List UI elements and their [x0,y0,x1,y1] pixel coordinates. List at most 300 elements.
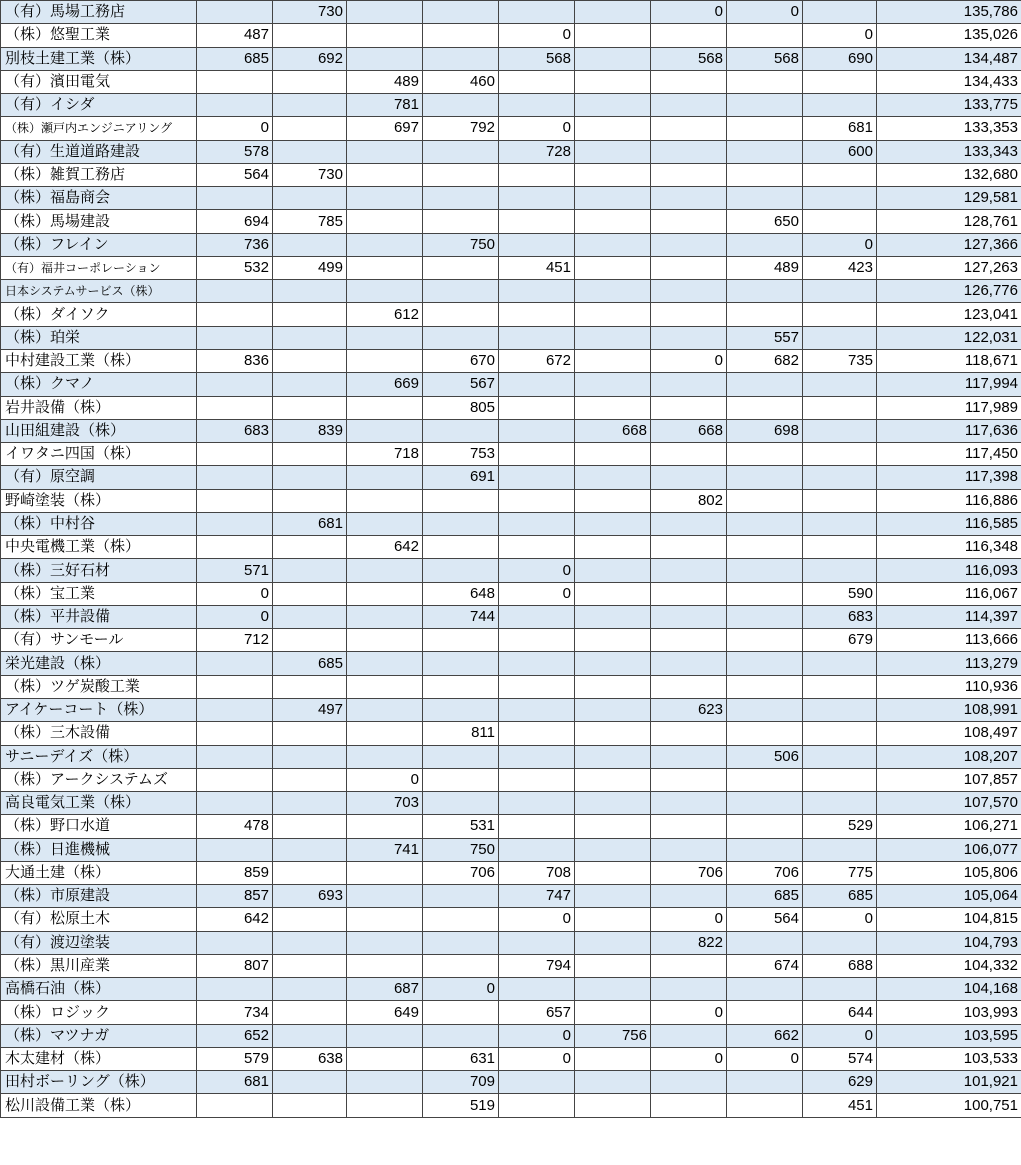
table-row [1,954,1021,977]
score-cell: 631 [423,1047,499,1070]
total-amount-cell: 117,450 [877,443,1021,466]
company-name-cell: （株）クマノ [1,373,197,396]
score-cell [651,1071,727,1094]
score-cell [575,629,651,652]
total-amount-cell: 104,793 [877,931,1021,954]
score-cell [347,140,423,163]
company-name-cell: （株）馬場建設 [1,210,197,233]
total-amount-cell: 117,636 [877,419,1021,442]
score-cell [499,466,575,489]
score-cell: 708 [499,861,575,884]
score-cell [727,233,803,256]
score-cell [575,187,651,210]
company-name-cell: （株）宝工業 [1,582,197,605]
score-cell [347,489,423,512]
score-cell [651,582,727,605]
score-cell: 669 [347,373,423,396]
score-cell [197,792,273,815]
score-cell [197,978,273,1001]
score-cell [347,1094,423,1117]
score-cell: 683 [197,419,273,442]
score-cell [197,512,273,535]
score-cell [651,1024,727,1047]
score-cell [575,815,651,838]
score-cell [651,326,727,349]
table-row [1,466,1021,489]
score-cell [499,187,575,210]
score-cell [803,210,877,233]
score-cell [575,675,651,698]
company-name-cell: 中央電機工業（株） [1,536,197,559]
score-cell: 489 [727,256,803,279]
score-cell: 531 [423,815,499,838]
company-name-cell: （株）アークシステムズ [1,768,197,791]
score-cell: 802 [651,489,727,512]
score-cell: 0 [651,1001,727,1024]
score-cell [575,94,651,117]
table-row [1,768,1021,791]
total-amount-cell: 116,886 [877,489,1021,512]
score-cell: 460 [423,70,499,93]
score-cell: 574 [803,1047,877,1070]
score-cell: 529 [803,815,877,838]
score-cell [347,815,423,838]
table-row [1,70,1021,93]
total-amount-cell: 110,936 [877,675,1021,698]
score-cell [197,94,273,117]
total-amount-cell: 127,263 [877,256,1021,279]
score-cell: 674 [727,954,803,977]
score-cell [803,652,877,675]
score-cell: 706 [423,861,499,884]
table-row [1,94,1021,117]
score-cell [423,47,499,70]
score-cell [423,675,499,698]
score-cell: 681 [803,117,877,140]
score-cell: 0 [499,1047,575,1070]
score-cell: 679 [803,629,877,652]
score-cell [197,443,273,466]
score-cell: 0 [499,117,575,140]
score-cell [575,24,651,47]
score-cell: 839 [273,419,347,442]
score-cell: 451 [499,256,575,279]
score-cell [727,280,803,303]
company-name-cell: （株）黒川産業 [1,954,197,977]
score-cell [727,629,803,652]
total-amount-cell: 105,806 [877,861,1021,884]
total-amount-cell: 133,343 [877,140,1021,163]
table-row [1,163,1021,186]
score-cell [803,536,877,559]
score-cell [347,582,423,605]
score-cell: 694 [197,210,273,233]
score-cell [197,187,273,210]
score-cell [273,629,347,652]
score-cell: 785 [273,210,347,233]
score-cell [803,303,877,326]
score-cell [727,768,803,791]
score-cell [575,605,651,628]
score-cell [803,373,877,396]
score-cell: 564 [197,163,273,186]
score-cell: 0 [197,582,273,605]
table-row [1,815,1021,838]
score-cell: 564 [727,908,803,931]
score-cell: 567 [423,373,499,396]
company-name-cell: アイケーコート（株） [1,698,197,721]
company-name-cell: イワタニ四国（株） [1,443,197,466]
company-name-cell: 高橋石油（株） [1,978,197,1001]
score-cell: 706 [727,861,803,884]
score-cell: 0 [499,24,575,47]
score-cell [499,815,575,838]
total-amount-cell: 122,031 [877,326,1021,349]
score-cell [273,303,347,326]
total-amount-cell: 116,348 [877,536,1021,559]
score-cell [803,559,877,582]
score-cell [273,536,347,559]
score-cell [273,559,347,582]
score-cell [273,675,347,698]
company-name-cell: （株）フレイン [1,233,197,256]
total-amount-cell: 113,279 [877,652,1021,675]
total-amount-cell: 104,815 [877,908,1021,931]
score-cell [727,536,803,559]
score-cell [575,698,651,721]
company-name-cell: 松川設備工業（株） [1,1094,197,1117]
score-cell [499,629,575,652]
company-name-cell: （有）松原土木 [1,908,197,931]
score-cell [651,1094,727,1117]
score-cell: 642 [197,908,273,931]
score-cell [273,489,347,512]
score-cell [575,559,651,582]
score-cell [273,280,347,303]
score-cell [273,233,347,256]
table-row [1,722,1021,745]
score-cell [197,675,273,698]
company-name-cell: （株）野口水道 [1,815,197,838]
score-cell: 0 [499,1024,575,1047]
score-cell: 532 [197,256,273,279]
total-amount-cell: 117,989 [877,396,1021,419]
score-cell [651,815,727,838]
score-cell [347,698,423,721]
score-cell [651,210,727,233]
company-name-cell: 日本システムサービス（株） [1,280,197,303]
company-name-cell: 田村ボーリング（株） [1,1071,197,1094]
score-cell: 578 [197,140,273,163]
score-cell: 451 [803,1094,877,1117]
score-cell [197,768,273,791]
table-row [1,256,1021,279]
score-cell: 644 [803,1001,877,1024]
company-name-cell: （株）三好石材 [1,559,197,582]
score-cell [499,978,575,1001]
score-cell [197,722,273,745]
score-cell [803,466,877,489]
score-cell [727,605,803,628]
score-cell: 685 [197,47,273,70]
score-cell: 623 [651,698,727,721]
score-cell [575,163,651,186]
score-cell [575,768,651,791]
company-name-cell: 木太建材（株） [1,1047,197,1070]
score-cell [347,954,423,977]
table-row [1,187,1021,210]
score-cell [499,163,575,186]
score-cell [727,396,803,419]
table-row [1,117,1021,140]
score-cell [575,47,651,70]
score-cell: 668 [651,419,727,442]
score-cell [273,70,347,93]
table-row [1,489,1021,512]
score-cell [803,163,877,186]
company-name-cell: （有）濱田電気 [1,70,197,93]
score-cell [499,1,575,24]
score-cell [499,675,575,698]
score-cell: 836 [197,349,273,372]
score-cell: 612 [347,303,423,326]
score-cell [273,815,347,838]
table-row [1,373,1021,396]
score-cell: 681 [197,1071,273,1094]
company-name-cell: （有）馬場工務店 [1,1,197,24]
score-cell [197,489,273,512]
score-cell [651,675,727,698]
score-cell [575,861,651,884]
score-cell [727,1071,803,1094]
score-cell [197,280,273,303]
score-cell [423,745,499,768]
company-name-cell: 大通土建（株） [1,861,197,884]
score-cell: 672 [499,349,575,372]
score-cell [803,396,877,419]
score-cell: 568 [499,47,575,70]
score-cell [499,233,575,256]
score-cell [575,1047,651,1070]
score-cell: 688 [803,954,877,977]
score-cell [197,536,273,559]
score-cell [803,94,877,117]
total-amount-cell: 116,585 [877,512,1021,535]
total-amount-cell: 134,433 [877,70,1021,93]
score-cell: 744 [423,605,499,628]
score-cell [803,280,877,303]
score-cell: 0 [347,768,423,791]
score-cell: 750 [423,838,499,861]
score-cell [423,629,499,652]
score-cell [347,885,423,908]
score-cell: 649 [347,1001,423,1024]
score-cell [273,24,347,47]
table-row [1,1024,1021,1047]
company-name-cell: （有）原空調 [1,466,197,489]
total-amount-cell: 133,775 [877,94,1021,117]
score-cell [423,24,499,47]
score-cell [347,722,423,745]
table-row [1,233,1021,256]
score-cell [347,349,423,372]
company-name-cell: （有）イシダ [1,94,197,117]
score-cell [423,931,499,954]
table-row [1,1,1021,24]
score-cell [499,605,575,628]
score-cell [499,698,575,721]
score-cell [727,94,803,117]
table-row [1,349,1021,372]
table-row [1,396,1021,419]
score-cell [423,419,499,442]
score-cell [651,256,727,279]
score-cell [575,466,651,489]
score-cell: 718 [347,443,423,466]
company-name-cell: 高良電気工業（株） [1,792,197,815]
score-cell [347,326,423,349]
table-row [1,629,1021,652]
table-row [1,675,1021,698]
score-cell [423,885,499,908]
score-cell [423,512,499,535]
total-amount-cell: 113,666 [877,629,1021,652]
score-cell [499,745,575,768]
table-row [1,303,1021,326]
company-name-cell: （株）平井設備 [1,605,197,628]
table-row [1,47,1021,70]
score-cell: 0 [803,908,877,931]
score-cell: 0 [499,559,575,582]
total-amount-cell: 123,041 [877,303,1021,326]
score-cell [575,652,651,675]
score-cell [727,652,803,675]
total-amount-cell: 132,680 [877,163,1021,186]
score-cell: 734 [197,1001,273,1024]
score-cell [727,978,803,1001]
company-name-cell: 中村建設工業（株） [1,349,197,372]
score-cell [575,443,651,466]
score-cell [347,629,423,652]
score-cell: 750 [423,233,499,256]
score-cell [651,70,727,93]
score-cell: 0 [727,1,803,24]
score-cell [727,187,803,210]
company-name-cell: （株）雑賀工務店 [1,163,197,186]
score-cell [273,1001,347,1024]
score-cell [499,722,575,745]
score-cell [575,908,651,931]
score-cell [575,536,651,559]
score-cell [273,931,347,954]
table-row [1,559,1021,582]
total-amount-cell: 135,786 [877,1,1021,24]
score-cell [273,94,347,117]
score-cell [651,792,727,815]
score-cell [273,605,347,628]
score-cell [347,908,423,931]
score-cell [197,326,273,349]
total-amount-cell: 129,581 [877,187,1021,210]
score-cell [727,722,803,745]
score-cell [347,280,423,303]
score-cell: 741 [347,838,423,861]
score-cell: 0 [803,24,877,47]
score-cell [423,908,499,931]
score-cell: 703 [347,792,423,815]
score-cell [347,675,423,698]
score-cell [651,605,727,628]
score-cell [575,954,651,977]
score-cell [575,978,651,1001]
score-cell [197,373,273,396]
score-cell: 662 [727,1024,803,1047]
score-cell [727,675,803,698]
score-cell [347,1024,423,1047]
score-cell [803,698,877,721]
table-row [1,443,1021,466]
score-cell: 642 [347,536,423,559]
score-cell [347,559,423,582]
score-cell: 423 [803,256,877,279]
total-amount-cell: 128,761 [877,210,1021,233]
company-name-cell: （有）サンモール [1,629,197,652]
score-cell [499,419,575,442]
table-row [1,1094,1021,1117]
score-cell [273,908,347,931]
score-cell [423,536,499,559]
score-cell [575,396,651,419]
score-cell [423,187,499,210]
score-cell [423,1001,499,1024]
score-cell [423,652,499,675]
score-cell [197,652,273,675]
score-cell [347,652,423,675]
score-cell [575,280,651,303]
score-cell: 691 [423,466,499,489]
score-cell: 497 [273,698,347,721]
table-row [1,280,1021,303]
score-cell: 590 [803,582,877,605]
score-cell [575,117,651,140]
company-name-cell: （株）ロジック [1,1001,197,1024]
score-cell [575,256,651,279]
score-cell [197,1094,273,1117]
table-row [1,861,1021,884]
score-cell [273,140,347,163]
score-cell [803,768,877,791]
total-amount-cell: 106,271 [877,815,1021,838]
total-amount-cell: 116,067 [877,582,1021,605]
score-cell [803,792,877,815]
table-row [1,419,1021,442]
total-amount-cell: 100,751 [877,1094,1021,1117]
score-cell [273,1094,347,1117]
score-cell [273,978,347,1001]
score-cell [575,303,651,326]
company-name-cell: （株）瀬戸内エンジニアリング [1,117,197,140]
score-cell: 0 [499,908,575,931]
score-cell [499,326,575,349]
score-cell: 792 [423,117,499,140]
score-cell [575,885,651,908]
score-cell: 650 [727,210,803,233]
score-cell: 557 [727,326,803,349]
score-cell: 730 [273,1,347,24]
score-cell [651,233,727,256]
score-cell [273,1071,347,1094]
total-amount-cell: 116,093 [877,559,1021,582]
